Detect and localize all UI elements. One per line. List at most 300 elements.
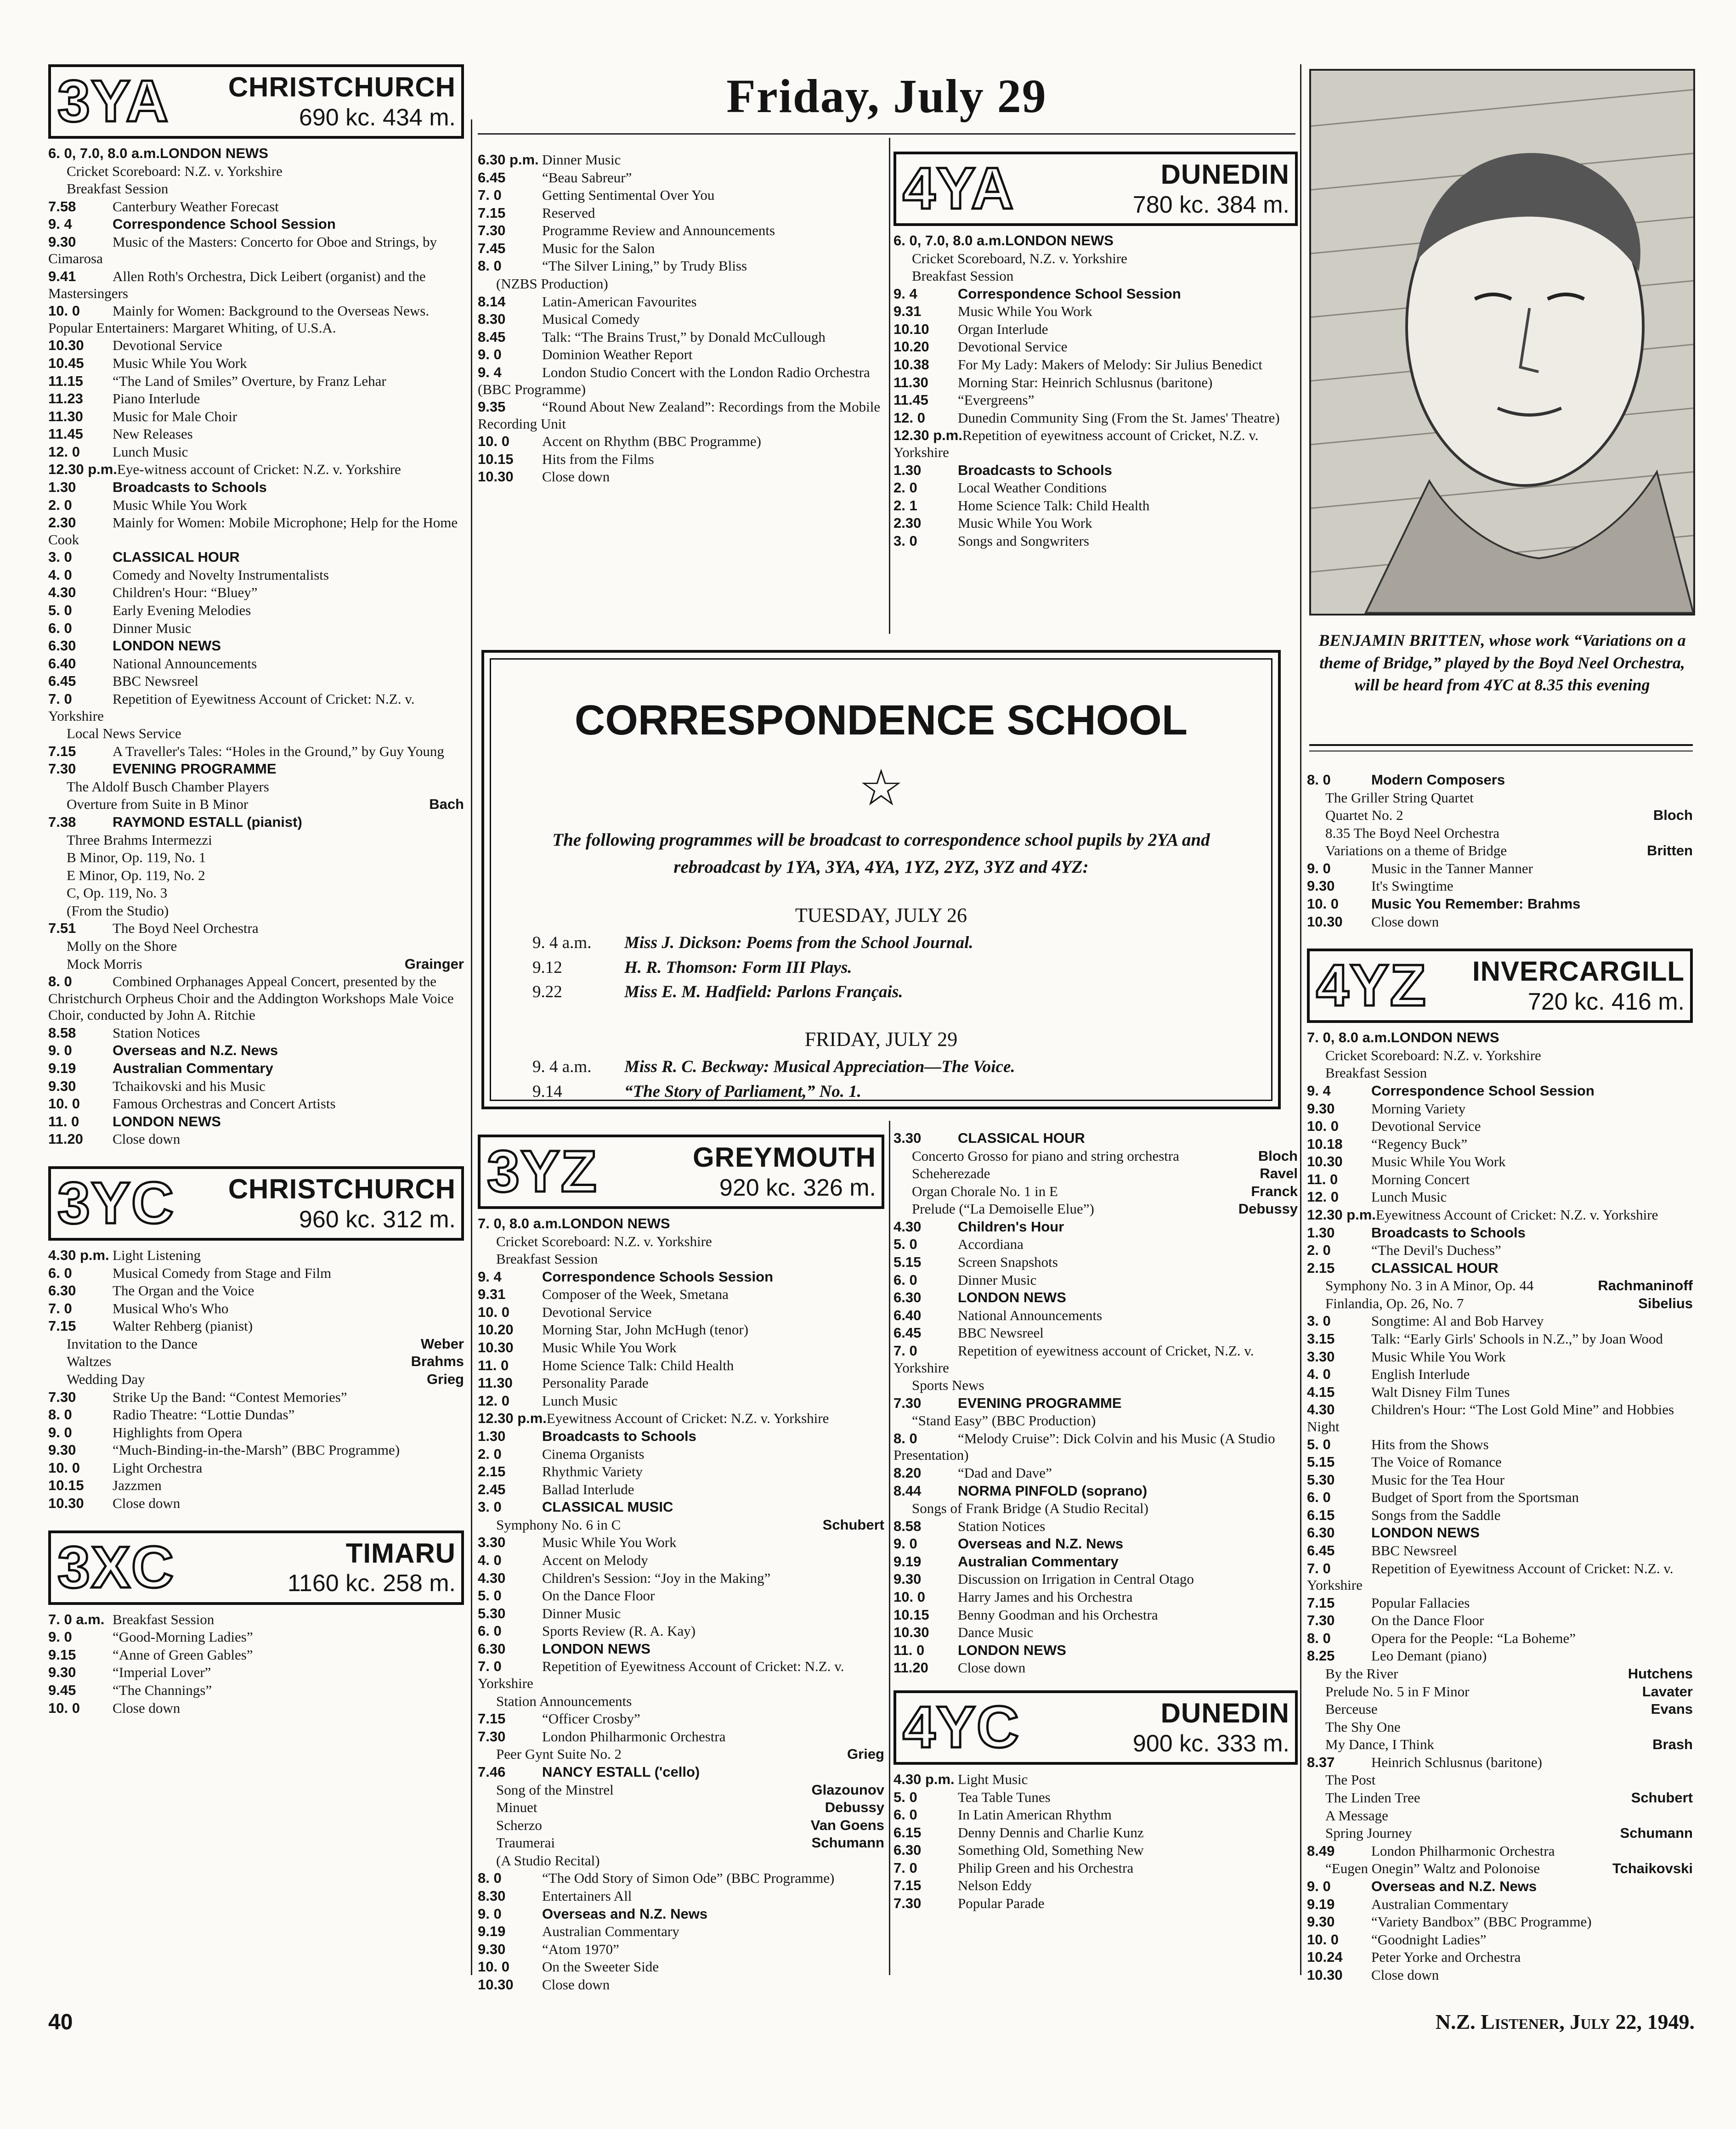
programme-item — [1307, 1207, 1693, 1224]
station-header-3yc — [48, 1166, 464, 1241]
station-city: DUNEDIN — [1160, 1697, 1289, 1728]
programme-time: 7.30 — [478, 1728, 506, 1745]
programme-title: Music for Male Choir — [113, 408, 237, 424]
programme-time: 7.15 — [478, 204, 506, 221]
programme-title: Breakfast Session — [113, 1611, 215, 1627]
programme-title: The Organ and the Voice — [113, 1282, 254, 1299]
programme-time: 4.30 — [48, 584, 76, 601]
programme-time: 1.30 — [893, 462, 922, 478]
programme-item — [478, 294, 884, 311]
programme-title: Music You Remember: Brahms — [1371, 896, 1581, 912]
programme-time: 7. 0, 8.0 a.m. — [1307, 1029, 1391, 1046]
programme-time: 11.30 — [478, 1375, 513, 1391]
correspondence-day-heading: FRIDAY, JULY 29 — [804, 1028, 958, 1050]
programme-item — [478, 205, 884, 222]
programme-time: 10. 0 — [893, 1589, 925, 1605]
programme-time: 10. 0 — [478, 1304, 509, 1320]
station-header-3ya — [48, 64, 464, 139]
programme-title: Mock Morris — [67, 955, 142, 972]
programme-time: 9.19 — [48, 1060, 76, 1077]
programme-item — [478, 1233, 884, 1250]
programme-title: Concerto Grosso for piano and string orchestra — [912, 1147, 1179, 1164]
programme-item — [48, 216, 464, 233]
programme-item — [893, 1789, 1298, 1806]
programme-title: Famous Orchestras and Concert Artists — [113, 1096, 336, 1112]
programme-item — [1307, 1860, 1693, 1877]
programme-item — [1307, 1260, 1693, 1277]
programme-time: 11. 0 — [478, 1357, 509, 1373]
programme-item — [48, 1406, 464, 1423]
programme-title: On the Sweeter Side — [542, 1959, 659, 1975]
programme-title: On the Dance Floor — [542, 1587, 655, 1604]
programme-time: 4. 0 — [48, 566, 72, 583]
programme-title: Songs from the Saddle — [1371, 1507, 1501, 1523]
programme-title: “Officer Crosby” — [542, 1711, 640, 1727]
programme-time: 7. 0 — [478, 1658, 502, 1675]
page-number: 40 — [48, 2010, 73, 2034]
programme-title: Music for the Salon — [542, 240, 655, 256]
programme-item — [48, 234, 464, 267]
correspondence-school-intro: The following programmes will be broadcast to correspondence school pupils by 2YA and rebroadcast by 1YA, 3YA, 4YA, 1YZ, 2YZ, 3YZ and 4YZ: — [552, 830, 1210, 877]
programme-title: Close down — [1371, 1966, 1439, 1983]
programme-item — [478, 1375, 884, 1392]
programme-item — [1307, 896, 1693, 913]
programme-time: 7.30 — [893, 1895, 922, 1911]
programme-title: LONDON NEWS — [160, 145, 268, 161]
programme-item — [478, 1852, 884, 1869]
programme-time: 9.30 — [1307, 1914, 1335, 1930]
programme-title: Lunch Music — [1371, 1189, 1447, 1205]
programme-title: Musical Comedy — [542, 311, 640, 328]
programme-title: National Announcements — [958, 1307, 1103, 1323]
programme-title: Overseas and N.Z. News — [958, 1536, 1124, 1552]
programme-item — [893, 1254, 1298, 1271]
programme-title: “Eugen Onegin” Waltz and Polonoise — [1325, 1860, 1540, 1877]
programme-item — [48, 584, 464, 601]
programme-time: 7.15 — [48, 1318, 76, 1334]
column-2-top — [478, 152, 884, 486]
programme-time: 2. 1 — [893, 497, 917, 514]
programme-title: EVENING PROGRAMME — [958, 1395, 1122, 1411]
programme-title: “Round About New Zealand”: Recordings from the Mobile Recording Unit — [478, 399, 881, 432]
programme-item — [478, 364, 884, 398]
programme-title: Cricket Scoreboard: N.Z. v. Yorkshire — [496, 1233, 712, 1249]
composer-name: Brash — [1652, 1736, 1693, 1753]
programme-item — [893, 1130, 1298, 1147]
composer-name: Weber — [420, 1335, 464, 1352]
programme-item — [48, 145, 464, 162]
programme-item — [1307, 1967, 1693, 1984]
programme-time: 6.15 — [893, 1824, 922, 1841]
programme-title: Home Science Talk: Child Health — [958, 497, 1150, 514]
programme-time: 7. 0 — [893, 1859, 917, 1876]
station-city: CHRISTCHURCH — [228, 1173, 456, 1204]
composer-name: Glazounov — [811, 1781, 884, 1798]
programme-title: Overseas and N.Z. News — [113, 1042, 278, 1059]
programme-time: 8.49 — [1307, 1842, 1335, 1859]
programme-title: Highlights from Opera — [113, 1424, 243, 1440]
programme-title: Prelude (“La Demoiselle Elue”) — [912, 1201, 1094, 1217]
programme-item — [48, 1664, 464, 1681]
programme-title: Nelson Eddy — [958, 1877, 1032, 1894]
column-rule — [471, 119, 472, 1975]
programme-item — [893, 250, 1298, 267]
programme-title: The Linden Tree — [1325, 1790, 1420, 1806]
programme-time: 6.40 — [893, 1307, 922, 1323]
programme-title: Finlandia, Op. 26, No. 7 — [1325, 1295, 1464, 1311]
programme-time: 7. 0 — [893, 1342, 917, 1359]
programme-time: 9.45 — [48, 1682, 76, 1698]
programme-time: 6. 0 — [893, 1807, 917, 1823]
programme-item — [1307, 1225, 1693, 1242]
programme-title: Close down — [542, 469, 610, 485]
programme-item — [478, 1321, 884, 1338]
programme-title: “The Land of Smiles” Overture, by Franz Lehar — [113, 373, 386, 389]
programme-item — [478, 1888, 884, 1905]
programme-time: 11.20 — [893, 1660, 928, 1676]
composer-name: Debussy — [825, 1799, 884, 1816]
programme-title: Something Old, Something New — [958, 1842, 1144, 1858]
station-call-sign: 3YA — [57, 68, 170, 134]
programme-item — [48, 1371, 464, 1388]
programme-time: 8.30 — [478, 311, 506, 328]
programme-item — [48, 725, 464, 742]
programme-time: 10.30 — [478, 1976, 514, 1993]
programme-item — [1307, 1949, 1693, 1966]
programme-title: Accordiana — [958, 1236, 1024, 1253]
programme-item — [1307, 1843, 1693, 1860]
programme-time: 9.31 — [478, 1286, 506, 1303]
programme-item — [48, 1424, 464, 1441]
composer-name: Debussy — [1238, 1201, 1298, 1217]
composer-name: Schubert — [822, 1516, 884, 1533]
programme-time: 10. 0 — [48, 1700, 80, 1716]
programme-item — [478, 1835, 884, 1852]
programme-item — [893, 1500, 1298, 1517]
programme-time: 3. 0 — [893, 532, 917, 549]
programme-item — [1307, 1189, 1693, 1206]
programme-time: 4. 0 — [1307, 1366, 1331, 1383]
programme-item — [893, 1660, 1298, 1677]
correspondence-title: H. R. Thomson: Form III Plays. — [624, 958, 852, 977]
programme-time: 6. 0 — [1307, 1489, 1331, 1506]
column-rule — [1300, 64, 1301, 1975]
programme-item — [48, 673, 464, 690]
column-2-bottom — [478, 1135, 884, 1994]
programme-title: Walter Rehberg (pianist) — [113, 1318, 253, 1334]
composer-name: Grieg — [847, 1746, 884, 1762]
programme-item — [893, 1842, 1298, 1859]
station-frequency: 960 kc. 312 m. — [299, 1206, 456, 1233]
programme-item — [893, 392, 1298, 409]
programme-title: It's Swingtime — [1371, 878, 1453, 894]
programme-time: 9.30 — [1307, 1100, 1335, 1117]
programme-title: Devotional Service — [542, 1304, 652, 1320]
programme-item — [1307, 790, 1693, 807]
programme-item — [48, 761, 464, 778]
programme-title: Australian Commentary — [542, 1923, 679, 1940]
programme-list-4ya — [893, 232, 1298, 549]
programme-title: Scheherezade — [912, 1165, 990, 1182]
composer-name: Bloch — [1258, 1147, 1298, 1164]
programme-time: 8.30 — [478, 1887, 506, 1904]
programme-item — [478, 1534, 884, 1551]
programme-title: Programme Review and Announcements — [542, 222, 775, 239]
programme-time: 6.40 — [48, 655, 76, 672]
programme-title: Lunch Music — [542, 1392, 618, 1409]
programme-item — [48, 1318, 464, 1335]
programme-item — [48, 885, 464, 902]
programme-title: Morning Star, John McHugh (tenor) — [542, 1321, 749, 1338]
programme-title: Australian Commentary — [1371, 1896, 1509, 1912]
programme-title: Personality Parade — [542, 1375, 649, 1391]
programme-item — [478, 1251, 884, 1268]
programme-title: EVENING PROGRAMME — [113, 761, 277, 777]
programme-title: Music While You Work — [958, 515, 1092, 531]
programme-time: 9. 4 — [478, 1268, 502, 1285]
programme-title: Morning Star: Heinrich Schlusnus (baritone) — [958, 374, 1213, 390]
composer-name: Schumann — [1620, 1825, 1693, 1841]
programme-title: Songtime: Al and Bob Harvey — [1371, 1313, 1544, 1329]
programme-title: Quartet No. 2 — [1325, 807, 1403, 824]
programme-item — [48, 779, 464, 796]
programme-list-3ya-evening — [478, 152, 884, 486]
programme-title: “Much-Binding-in-the-Marsh” (BBC Programme) — [113, 1442, 400, 1458]
programme-time: 8. 0 — [478, 1870, 502, 1886]
programme-time: 6. 0 — [893, 1271, 917, 1288]
composer-name: Schubert — [1631, 1790, 1693, 1806]
programme-item — [893, 1236, 1298, 1253]
caption-rule — [1309, 744, 1693, 751]
correspondence-item — [519, 980, 1244, 1005]
programme-item — [893, 1607, 1298, 1624]
station-call-sign: 3YZ — [487, 1139, 598, 1204]
programme-item — [478, 1499, 884, 1516]
programme-time: 7. 0, 8.0 a.m. — [478, 1215, 562, 1231]
programme-title: Modern Composers — [1371, 772, 1505, 788]
programme-time: 10.10 — [893, 321, 929, 337]
programme-title: CLASSICAL MUSIC — [542, 1499, 673, 1515]
programme-item — [893, 1624, 1298, 1641]
programme-title: Broadcasts to Schools — [542, 1428, 696, 1444]
programme-time: 11.23 — [48, 390, 83, 407]
programme-item — [48, 602, 464, 619]
programme-item — [1307, 825, 1693, 842]
programme-item — [48, 620, 464, 637]
station-frequency: 690 kc. 434 m. — [299, 104, 456, 131]
programme-title: Popular Fallacies — [1371, 1594, 1470, 1611]
programme-item — [478, 1286, 884, 1303]
programme-title: Close down — [958, 1660, 1026, 1676]
programme-title: Denny Dennis and Charlie Kunz — [958, 1824, 1144, 1841]
programme-time: 9.30 — [48, 1664, 76, 1681]
programme-list-3ya — [48, 145, 464, 1148]
programme-title: Leo Demant (piano) — [1371, 1648, 1487, 1664]
programme-item — [478, 1410, 884, 1427]
programme-title: Broadcasts to Schools — [958, 462, 1112, 478]
programme-time: 7. 0 — [48, 690, 72, 707]
programme-title: Minuet — [496, 1799, 537, 1816]
programme-title: Ballad Interlude — [542, 1481, 634, 1497]
programme-time: 2.45 — [478, 1481, 506, 1497]
programme-title: Cricket Scoreboard, N.Z. v. Yorkshire — [912, 250, 1127, 266]
programme-item — [48, 1700, 464, 1717]
programme-time: 11.20 — [48, 1131, 83, 1147]
programme-time: 8. 0 — [1307, 772, 1331, 788]
programme-time: 5. 0 — [48, 602, 72, 619]
composer-name: Bloch — [1653, 807, 1693, 824]
programme-list-3yc — [48, 1247, 464, 1512]
programme-item — [1307, 1914, 1693, 1931]
programme-time: 2.30 — [893, 515, 922, 531]
programme-time: 6.30 — [1307, 1525, 1335, 1541]
portrait-photo — [1309, 69, 1695, 616]
programme-item — [893, 1343, 1298, 1376]
column-4 — [1307, 772, 1693, 1984]
programme-item — [48, 1025, 464, 1042]
programme-title: “Dad and Dave” — [958, 1464, 1052, 1481]
programme-item — [1307, 1701, 1693, 1718]
programme-item — [478, 1799, 884, 1816]
programme-title: Local Weather Conditions — [958, 480, 1107, 496]
programme-title: Accent on Melody — [542, 1552, 648, 1568]
programme-time: 9.30 — [48, 1078, 76, 1094]
programme-title: “Stand Easy” (BBC Production) — [912, 1412, 1096, 1429]
programme-title: Reserved — [542, 204, 595, 221]
column-1 — [48, 64, 464, 1717]
programme-time: 6.30 — [893, 1289, 922, 1306]
programme-item — [893, 1807, 1298, 1824]
page-date-heading: Friday, July 29 — [726, 70, 1047, 123]
portrait-illustration — [1311, 71, 1693, 614]
programme-item — [893, 1165, 1298, 1182]
programme-time: 1.30 — [1307, 1224, 1335, 1241]
programme-item — [893, 1377, 1298, 1394]
programme-title: Strike Up the Band: “Contest Memories” — [113, 1389, 347, 1405]
programme-item — [478, 329, 884, 346]
programme-time: 9.30 — [478, 1941, 506, 1957]
programme-title: Combined Orphanages Appeal Concert, presented by the Christchurch Orpheus Choir and the Addington Workshops Male Voice Choir, conducted by John A. Ritchie — [48, 973, 454, 1023]
programme-item — [478, 1570, 884, 1587]
programme-time: 5. 0 — [1307, 1436, 1331, 1452]
programme-time: 10. 0 — [1307, 896, 1339, 912]
programme-item — [478, 1269, 884, 1286]
programme-title: NORMA PINFOLD (soprano) — [958, 1482, 1148, 1499]
programme-item — [48, 181, 464, 198]
programme-title: Children's Session: “Joy in the Making” — [542, 1570, 771, 1586]
programme-title: Opera for the People: “La Boheme” — [1371, 1630, 1576, 1646]
programme-item — [1307, 1118, 1693, 1135]
programme-item — [1307, 1807, 1693, 1824]
programme-item — [893, 427, 1298, 461]
programme-title: Harry James and his Orchestra — [958, 1589, 1133, 1605]
programme-time: 3. 0 — [1307, 1313, 1331, 1329]
programme-item — [893, 339, 1298, 356]
programme-title: Station Notices — [958, 1518, 1046, 1534]
programme-item — [893, 268, 1298, 285]
programme-item — [48, 832, 464, 849]
programme-title: Rhythmic Variety — [542, 1463, 643, 1480]
programme-item — [478, 1746, 884, 1763]
programme-time: 7.38 — [48, 813, 76, 830]
programme-time: 7.45 — [478, 240, 506, 256]
programme-time: 9.19 — [478, 1923, 506, 1940]
programme-title: Songs and Songwriters — [958, 532, 1089, 549]
programme-title: For My Lady: Makers of Melody: Sir Julius Benedict — [958, 356, 1262, 373]
programme-item — [893, 1430, 1298, 1464]
programme-time: 3.30 — [1307, 1348, 1335, 1365]
correspondence-item — [519, 1079, 1244, 1104]
composer-name: Franck — [1251, 1183, 1298, 1199]
programme-title: Jazzmen — [113, 1477, 162, 1494]
programme-title: Station Notices — [113, 1024, 200, 1041]
station-city: DUNEDIN — [1160, 158, 1289, 190]
programme-title: English Interlude — [1371, 1366, 1470, 1383]
programme-item — [48, 549, 464, 566]
composer-name: Lavater — [1642, 1683, 1693, 1700]
programme-item — [48, 373, 464, 390]
programme-time: 9. 0 — [48, 1424, 72, 1440]
programme-title: 8.35 The Boyd Neel Orchestra — [1325, 824, 1500, 841]
programme-title: Breakfast Session — [912, 268, 1014, 284]
programme-item — [48, 1495, 464, 1512]
programme-title: Eye-witness account of Cricket: N.Z. v. Yorkshire — [117, 461, 401, 478]
programme-item — [478, 1728, 884, 1745]
programme-title: CLASSICAL HOUR — [958, 1130, 1085, 1146]
programme-time: 12. 0 — [893, 409, 925, 426]
programme-title: Music While You Work — [1371, 1348, 1506, 1365]
programme-time: 10. 0 — [48, 303, 80, 319]
programme-item — [48, 956, 464, 973]
station-header-4ya — [893, 152, 1298, 226]
programme-title: BBC Newsreel — [113, 673, 198, 689]
programme-item — [478, 1481, 884, 1498]
programme-time: 4.30 — [1307, 1401, 1335, 1418]
programme-time: 10.30 — [478, 1339, 514, 1356]
programme-title: Overture from Suite in B Minor — [67, 796, 249, 813]
programme-item — [1307, 1083, 1693, 1100]
programme-time: 10. 0 — [478, 1959, 509, 1975]
programme-title: Close down — [113, 1131, 181, 1147]
programme-time: 7.30 — [893, 1395, 922, 1411]
programme-time: 8.58 — [48, 1024, 76, 1041]
programme-time: 10. 0 — [1307, 1118, 1339, 1135]
programme-title: Repetition of eyewitness account of Cricket, N.Z. v. Yorkshire — [893, 1342, 1254, 1376]
programme-item — [1307, 842, 1693, 859]
publication-line: N.Z. Listener, July 22, 1949. — [1435, 2010, 1695, 2033]
programme-time: 2. 0 — [1307, 1242, 1331, 1259]
programme-title: Devotional Service — [958, 339, 1068, 355]
programme-item — [1307, 860, 1693, 877]
programme-title: Allen Roth's Orchestra, Dick Leibert (organist) and the Mastersingers — [48, 268, 426, 301]
programme-item — [1307, 1542, 1693, 1559]
programme-item — [48, 903, 464, 920]
programme-time: 6.45 — [478, 169, 506, 186]
programme-time: 9.30 — [48, 1442, 76, 1458]
programme-item — [48, 938, 464, 955]
programme-title: Dinner Music — [958, 1271, 1037, 1288]
programme-item — [1307, 772, 1693, 789]
programme-title: Morning Variety — [1371, 1100, 1466, 1117]
programme-item — [1307, 1401, 1693, 1435]
programme-item — [1307, 1772, 1693, 1789]
programme-title: Sports Review (R. A. Kay) — [542, 1623, 696, 1639]
station-frequency: 900 kc. 333 m. — [1132, 1730, 1289, 1757]
column-rule — [889, 138, 890, 634]
programme-time: 9. 4 — [48, 216, 72, 232]
programme-item — [48, 743, 464, 760]
programme-time: 6.30 — [48, 1282, 76, 1299]
